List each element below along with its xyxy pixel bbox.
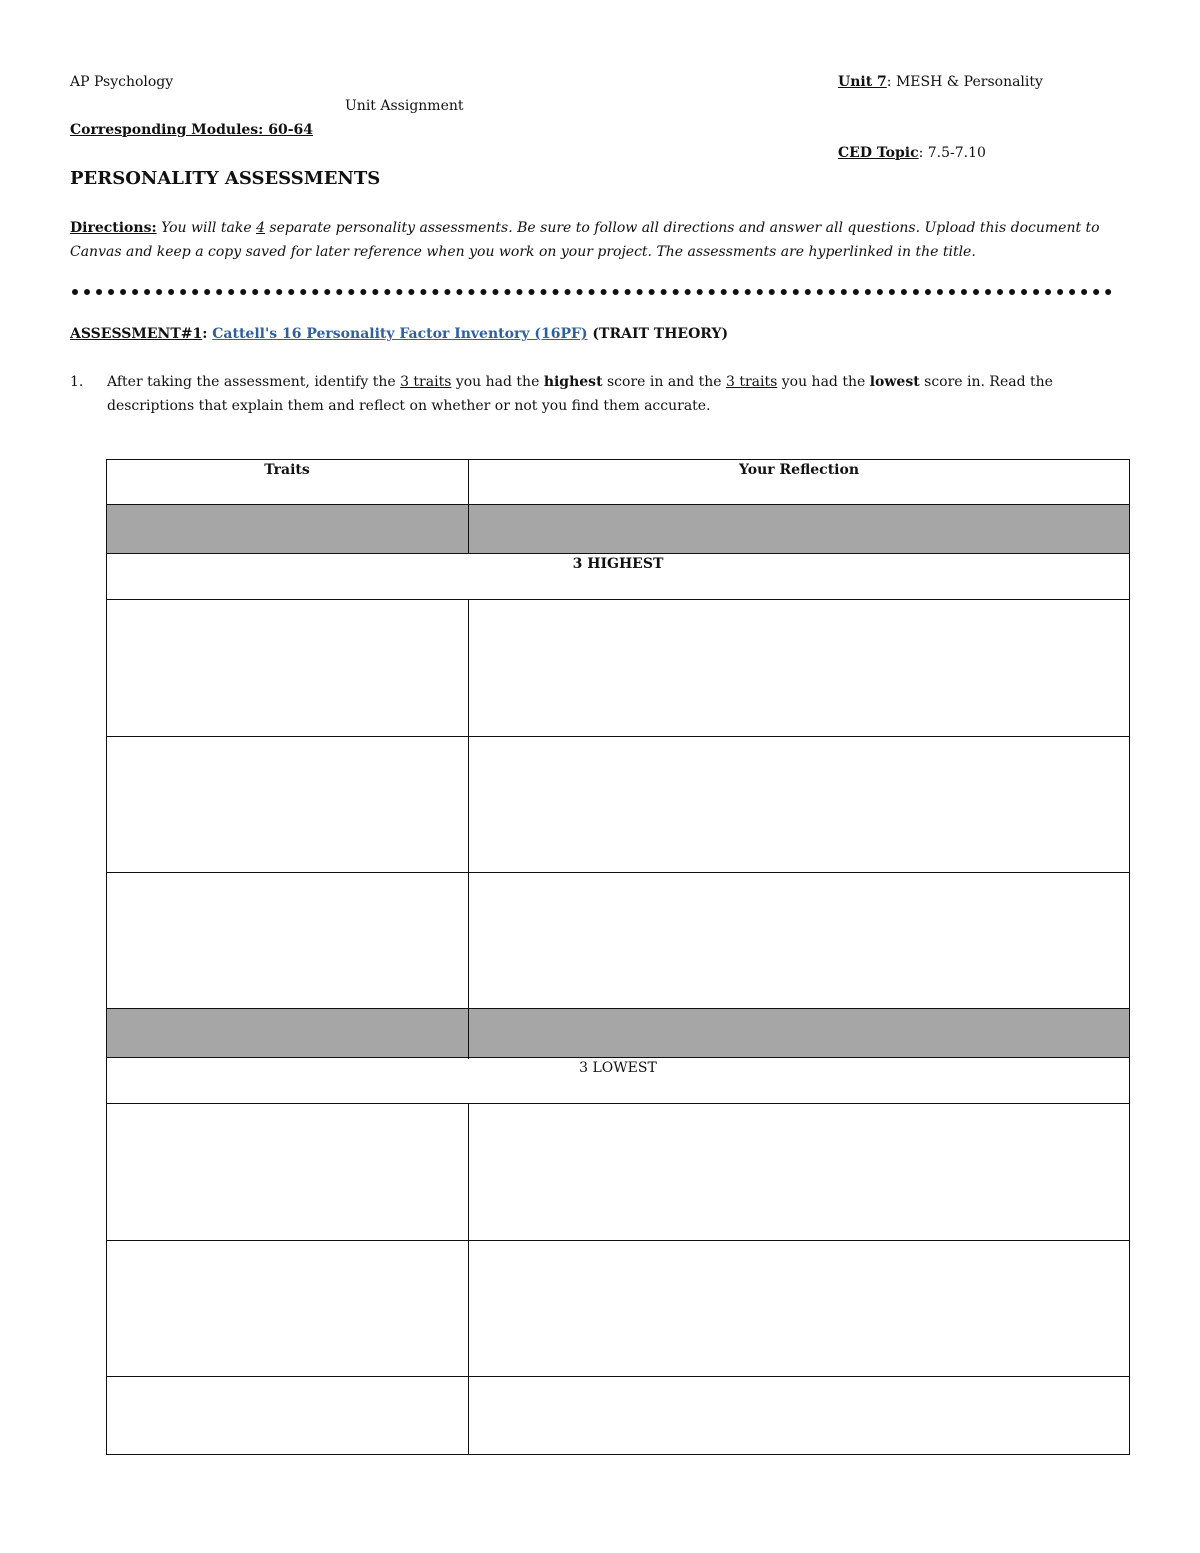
reflection-cell-high-2[interactable] [469, 737, 1129, 872]
corresponding-modules: Corresponding Modules: 60-64 [70, 122, 314, 138]
question-bold-highest: highest [543, 374, 603, 390]
question-underline: 3 traits [400, 374, 452, 390]
unit-info [838, 72, 1043, 92]
table-border [468, 459, 469, 554]
trait-cell-low-1[interactable] [107, 1104, 468, 1240]
gray-bar-lowest [106, 1008, 1130, 1057]
course-name: AP Psychology [70, 74, 174, 90]
assessment-heading [70, 326, 728, 342]
directions-text-a: You will take [156, 220, 257, 236]
assessment-label: ASSESSMENT#1 [70, 326, 203, 342]
table-border [468, 599, 469, 1059]
table-border [106, 1057, 1130, 1058]
table-border [106, 599, 1130, 600]
ced-label: CED Topic [838, 145, 919, 161]
reflection-cell-high-3[interactable] [469, 873, 1129, 1008]
trait-cell-low-3[interactable] [107, 1377, 468, 1454]
question-part: you had the [451, 374, 544, 390]
table-border [468, 1103, 469, 1455]
section-label-highest: 3 HIGHEST [572, 556, 664, 572]
assessment-sep: : [202, 326, 213, 342]
column-header-reflection: Your Reflection [739, 462, 859, 478]
table-border [106, 1103, 1130, 1104]
traits-reflection-table [106, 459, 1130, 1455]
table-border [106, 1008, 1130, 1009]
unit-label: Unit 7 [838, 74, 887, 90]
question-number: 1. [70, 374, 84, 390]
page-title: PERSONALITY ASSESSMENTS [70, 168, 381, 189]
table-border [106, 1240, 1130, 1241]
reflection-cell-low-1[interactable] [469, 1104, 1129, 1240]
table-border [106, 459, 107, 1455]
trait-cell-low-2[interactable] [107, 1241, 468, 1376]
ced-range: : 7.5-7.10 [918, 145, 986, 161]
directions-text-b: separate personality assessments. Be sure to follow all directions and answer all questions. Upload this document to Canvas and keep a copy saved for later reference when you work on your project. The assessments are hyperlinked in the title. [70, 220, 1100, 260]
directions-count: 4 [256, 220, 265, 236]
table-border [106, 459, 1130, 460]
table-border [1129, 459, 1130, 1455]
question-text [107, 370, 1110, 418]
question-part: score in. Read the descriptions that explain them and reflect on whether or not you find them accurate. [107, 374, 1053, 414]
unit-title: : MESH & Personality [886, 74, 1043, 90]
question-part: you had the [777, 374, 870, 390]
question-underline: 3 traits [725, 374, 778, 390]
trait-cell-high-3[interactable] [107, 873, 468, 1008]
table-border [106, 1454, 1130, 1455]
question-part: score in and the [602, 374, 726, 390]
table-border [106, 736, 1130, 737]
directions-paragraph [70, 216, 1120, 264]
reflection-cell-low-2[interactable] [469, 1241, 1129, 1376]
table-border [106, 872, 1130, 873]
column-header-traits: Traits [264, 462, 310, 478]
question-bold-lowest: lowest [869, 374, 920, 390]
directions-label: Directions: [70, 220, 157, 236]
ced-topic [838, 143, 986, 163]
gray-bar-highest [106, 504, 1130, 553]
table-border [106, 504, 1130, 505]
question-1 [70, 370, 1110, 418]
reflection-cell-high-1[interactable] [469, 600, 1129, 736]
table-border [106, 553, 1130, 554]
section-label-lowest: 3 LOWEST [579, 1060, 657, 1076]
trait-cell-high-1[interactable] [107, 600, 468, 736]
assessment-link[interactable]: Cattell's 16 Personality Factor Inventory (16PF) [212, 326, 588, 342]
dotted-divider [72, 289, 1112, 295]
reflection-cell-low-3[interactable] [469, 1377, 1129, 1454]
trait-cell-high-2[interactable] [107, 737, 468, 872]
table-border [106, 1376, 1130, 1377]
question-part: After taking the assessment, identify the [107, 374, 401, 390]
assessment-theory: (TRAIT THEORY) [587, 326, 729, 342]
assignment-type: Unit Assignment [345, 98, 464, 114]
